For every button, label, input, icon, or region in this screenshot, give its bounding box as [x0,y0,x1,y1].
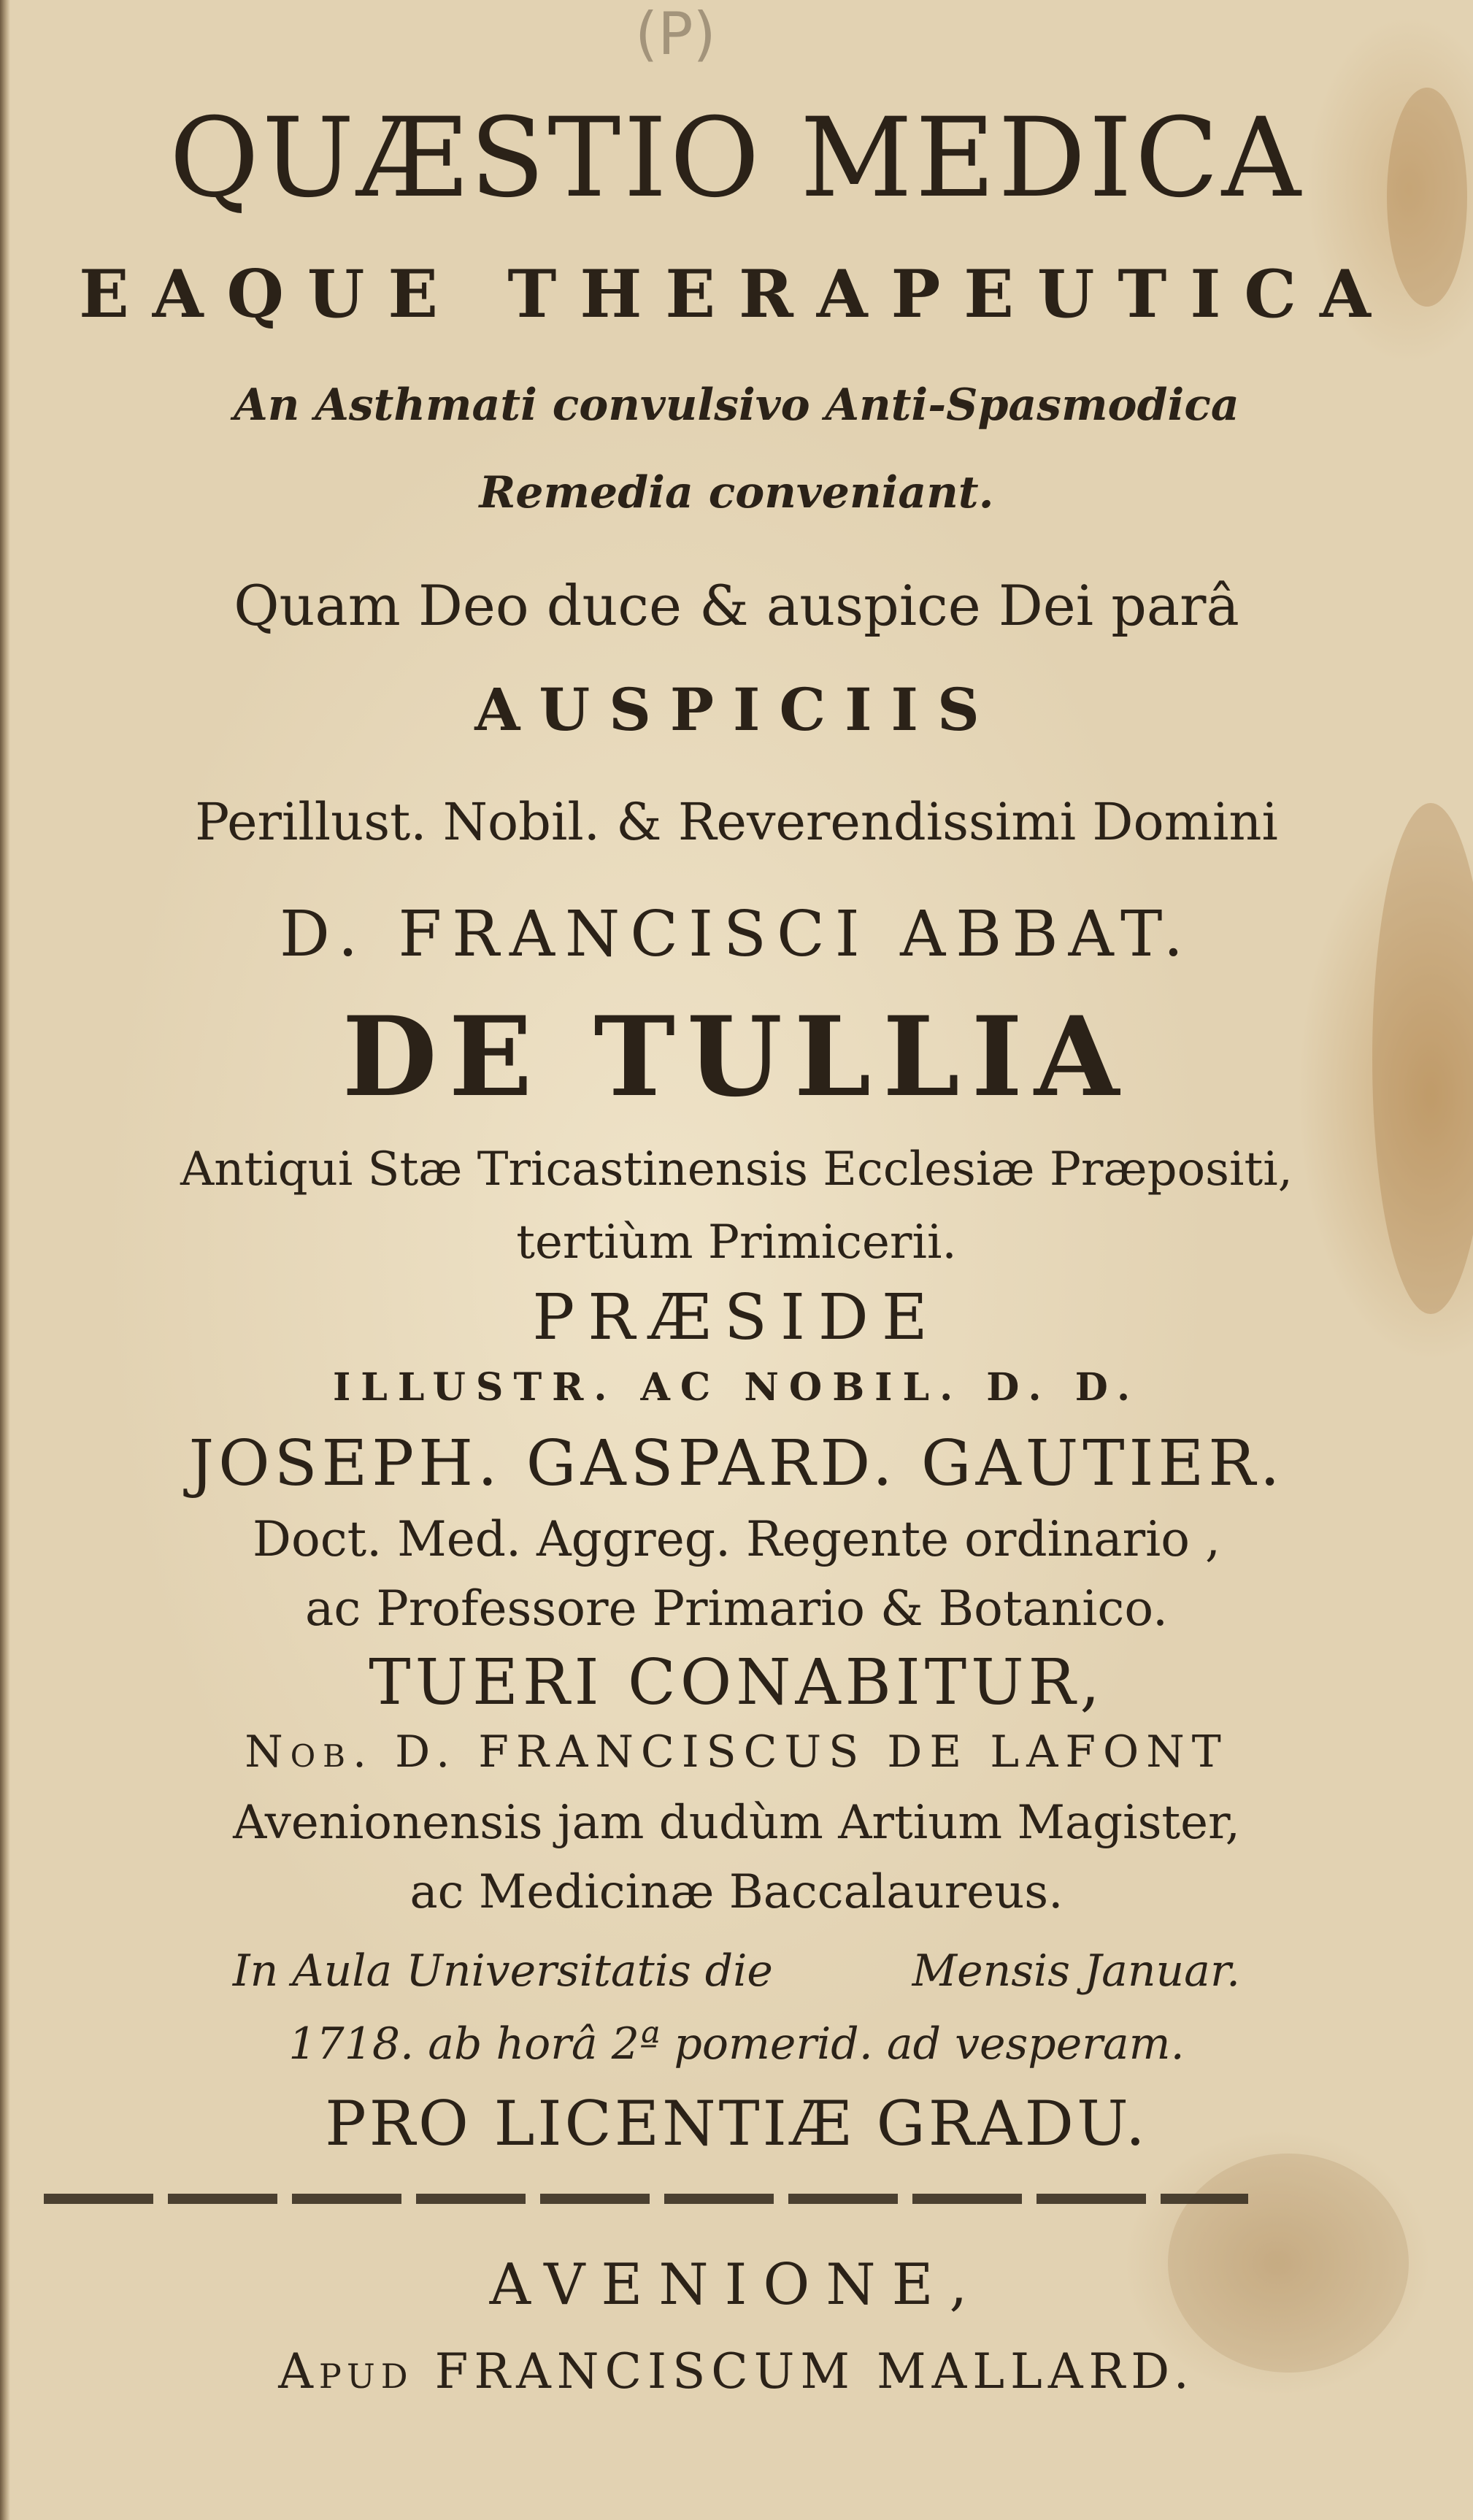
invocation: Quam Deo duce & auspice Dei parâ [234,573,1239,638]
auspiciis: AUSPICIIS [474,675,999,744]
candidate-name: Nob. D. FRANCISCUS DE LAFONT [245,1726,1228,1778]
praeses-role-1: Doct. Med. Aggreg. Regente ordinario , [253,1511,1220,1567]
patron-intro: Perillust. Nobil. & Reverendissimi Domini [195,792,1278,852]
candidate-role-2: ac Medicinæ Baccalaureus. [409,1865,1064,1919]
patron-office-2: tertiùm Primicerii. [516,1215,957,1269]
praeside: PRÆSIDE [532,1281,941,1354]
place: AVENIONE, [489,2252,984,2318]
tueri-conabitur: TUERI CONABITUR, [369,1646,1104,1719]
candidate-role-1: Avenionensis jam dudùm Artium Magister, [233,1796,1240,1850]
patron-office-1: Antiqui Stæ Tricastinensis Ecclesiæ Præpositi, [180,1142,1293,1196]
question-line-1: An Asthmati convulsivo Anti-Spasmodica [234,380,1239,431]
patron-name: D. FRANCISCI ABBAT. [279,898,1194,971]
praeses-role-2: ac Professore Primario & Botanico. [305,1580,1168,1637]
subtitle: EAQUE THERAPEUTICA [79,256,1394,333]
praeses-name: JOSEPH. GASPARD. GAUTIER. [188,1427,1285,1500]
date-line-2: 1718. ab horâ 2ª pomerid. ad vesperam. [288,2018,1185,2070]
patron-house: DE TULLIA [342,993,1131,1121]
date-line-1: In Aula Universitatis die Mensis Januar. [232,1945,1241,1997]
praeses-title: ILLUSTR. AC NOBIL. D. D. [332,1365,1141,1410]
question-line-2: Remedia conveniant. [479,467,994,518]
degree: PRO LICENTIÆ GRADU. [325,2088,1148,2159]
shelfmark: (P) [635,0,716,68]
title: QUÆSTIO MEDICA [169,95,1304,222]
ornamental-rule [44,2194,1248,2204]
printer: Apud FRANCISCUM MALLARD. [278,2343,1195,2400]
